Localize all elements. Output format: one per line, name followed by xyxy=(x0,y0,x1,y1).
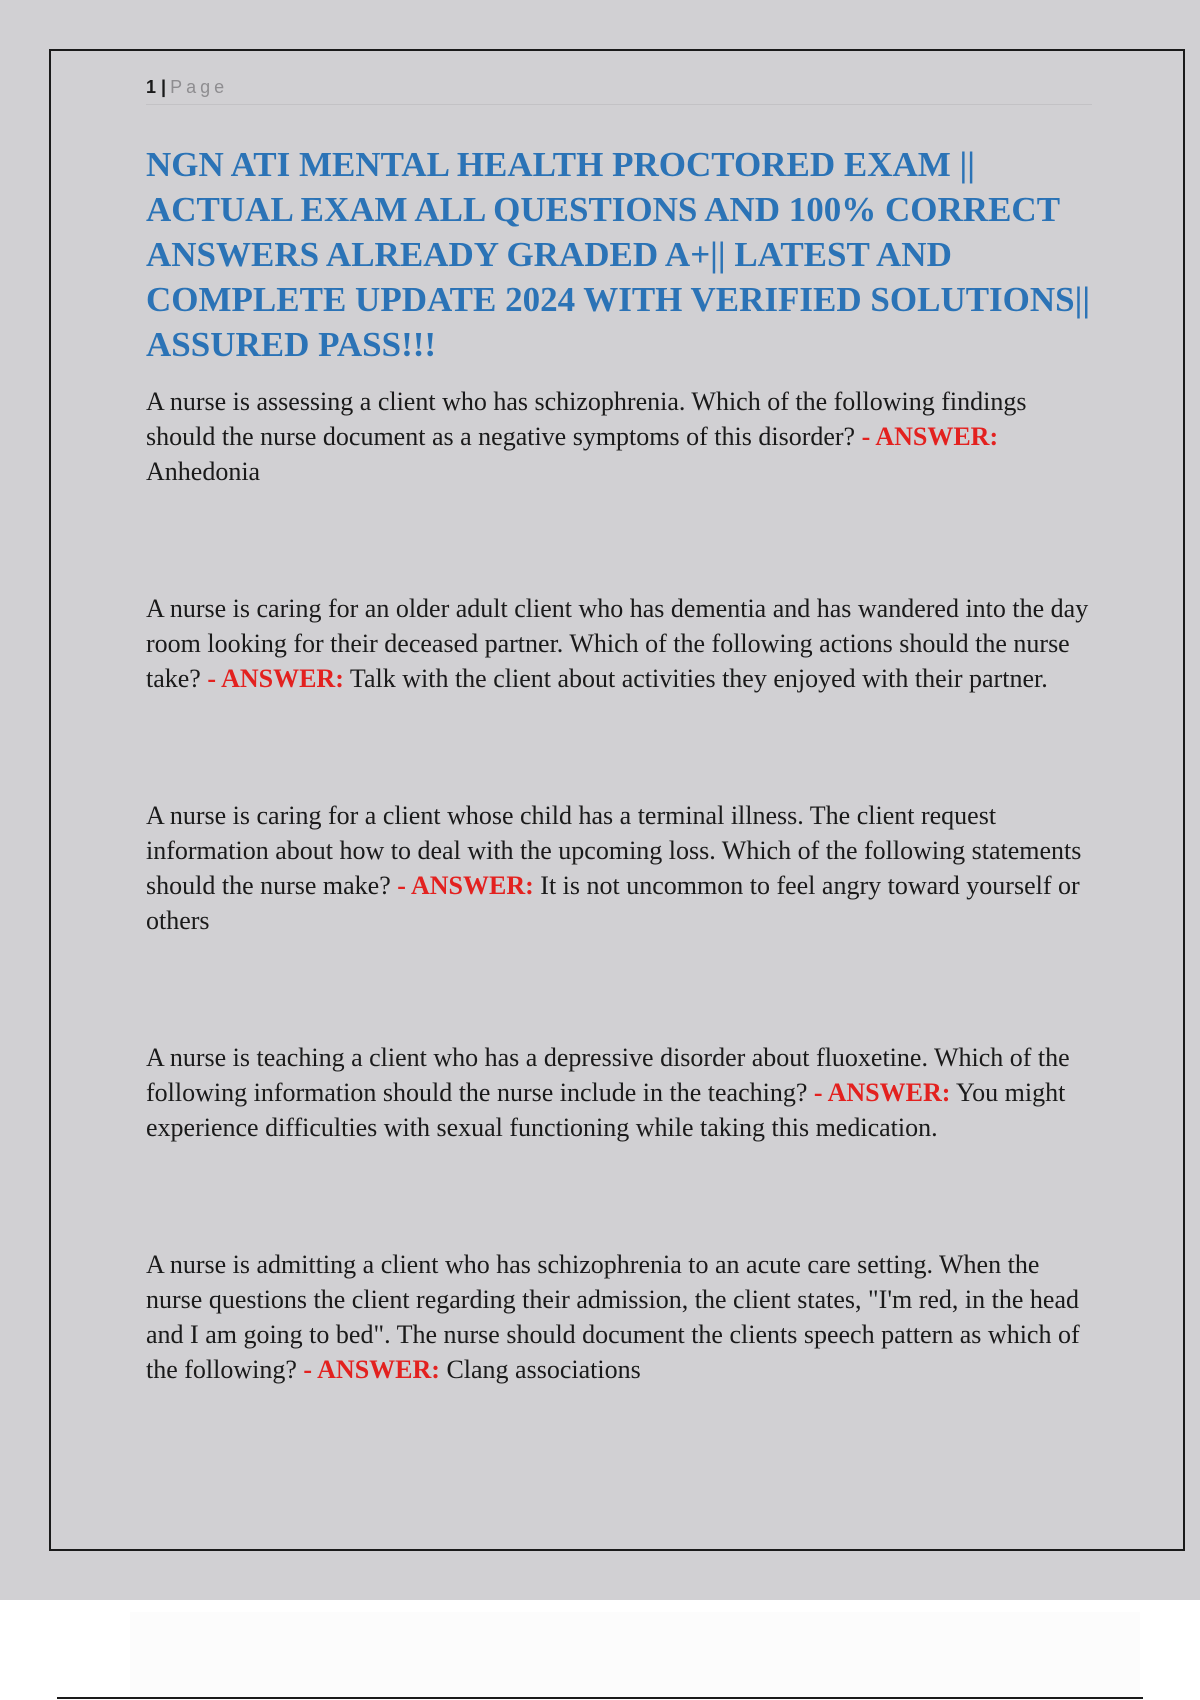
question-text: A nurse is caring for a client whose child has a terminal illness. The client request information about how to deal with the upcoming loss. Which of the following statements should the nurse make? xyxy=(146,801,1082,900)
question-text: A nurse is teaching a client who has a depressive disorder about fluoxetine. Which of the following information should the nurse include in the teaching? xyxy=(146,1043,1070,1107)
qa-item xyxy=(146,1247,1096,1387)
answer-text: Anhedonia xyxy=(146,457,261,486)
answer-text: Talk with the client about activities they enjoyed with their partner. xyxy=(349,664,1048,693)
page-number: 1 xyxy=(146,77,157,97)
answer-text: It is not uncommon to feel angry toward yourself or others xyxy=(146,871,1080,935)
footer-divider xyxy=(57,1697,1143,1699)
qa-item xyxy=(146,1040,1096,1145)
qa-item xyxy=(146,798,1096,938)
answer-label: - ANSWER: xyxy=(861,422,999,451)
answer-label: - ANSWER: xyxy=(397,871,534,900)
question-list xyxy=(146,384,1096,1489)
answer-label: - ANSWER: xyxy=(813,1078,951,1107)
qa-item xyxy=(146,591,1096,696)
qa-item xyxy=(146,384,1096,489)
question-text: A nurse is caring for an older adult client who has dementia and has wandered into the day room looking for their deceased partner. Which of the following actions should the nurse take? xyxy=(146,594,1089,693)
page-word: Page xyxy=(170,77,229,97)
page-header xyxy=(146,74,1092,105)
answer-label: - ANSWER: xyxy=(207,664,344,693)
next-page-area xyxy=(130,1612,1140,1697)
answer-text: Clang associations xyxy=(446,1355,641,1384)
document-title: NGN ATI MENTAL HEALTH PROCTORED EXAM || ACTUAL EXAM ALL QUESTIONS AND 100% CORRECT ANSWERS ALREADY GRADED A+|| LATEST AND COMPLETE UPDATE 2024 WITH VERIFIED SOLUTIONS|| ASSURED PASS!!! xyxy=(146,145,1091,364)
question-text: A nurse is admitting a client who has schizophrenia to an acute care setting. When the nurse questions the client regarding their admission, the client states, "I'm red, in the head and I am going to bed". The nurse should document the clients speech pattern as which of the following? xyxy=(146,1250,1080,1384)
answer-label: - ANSWER: xyxy=(303,1355,440,1384)
page-separator: | xyxy=(161,77,167,97)
question-text: A nurse is assessing a client who has schizophrenia. Which of the following findings should the nurse document as a negative symptoms of this disorder? xyxy=(146,387,1027,451)
answer-text: You might experience difficulties with sexual functioning while taking this medication. xyxy=(146,1078,1066,1142)
